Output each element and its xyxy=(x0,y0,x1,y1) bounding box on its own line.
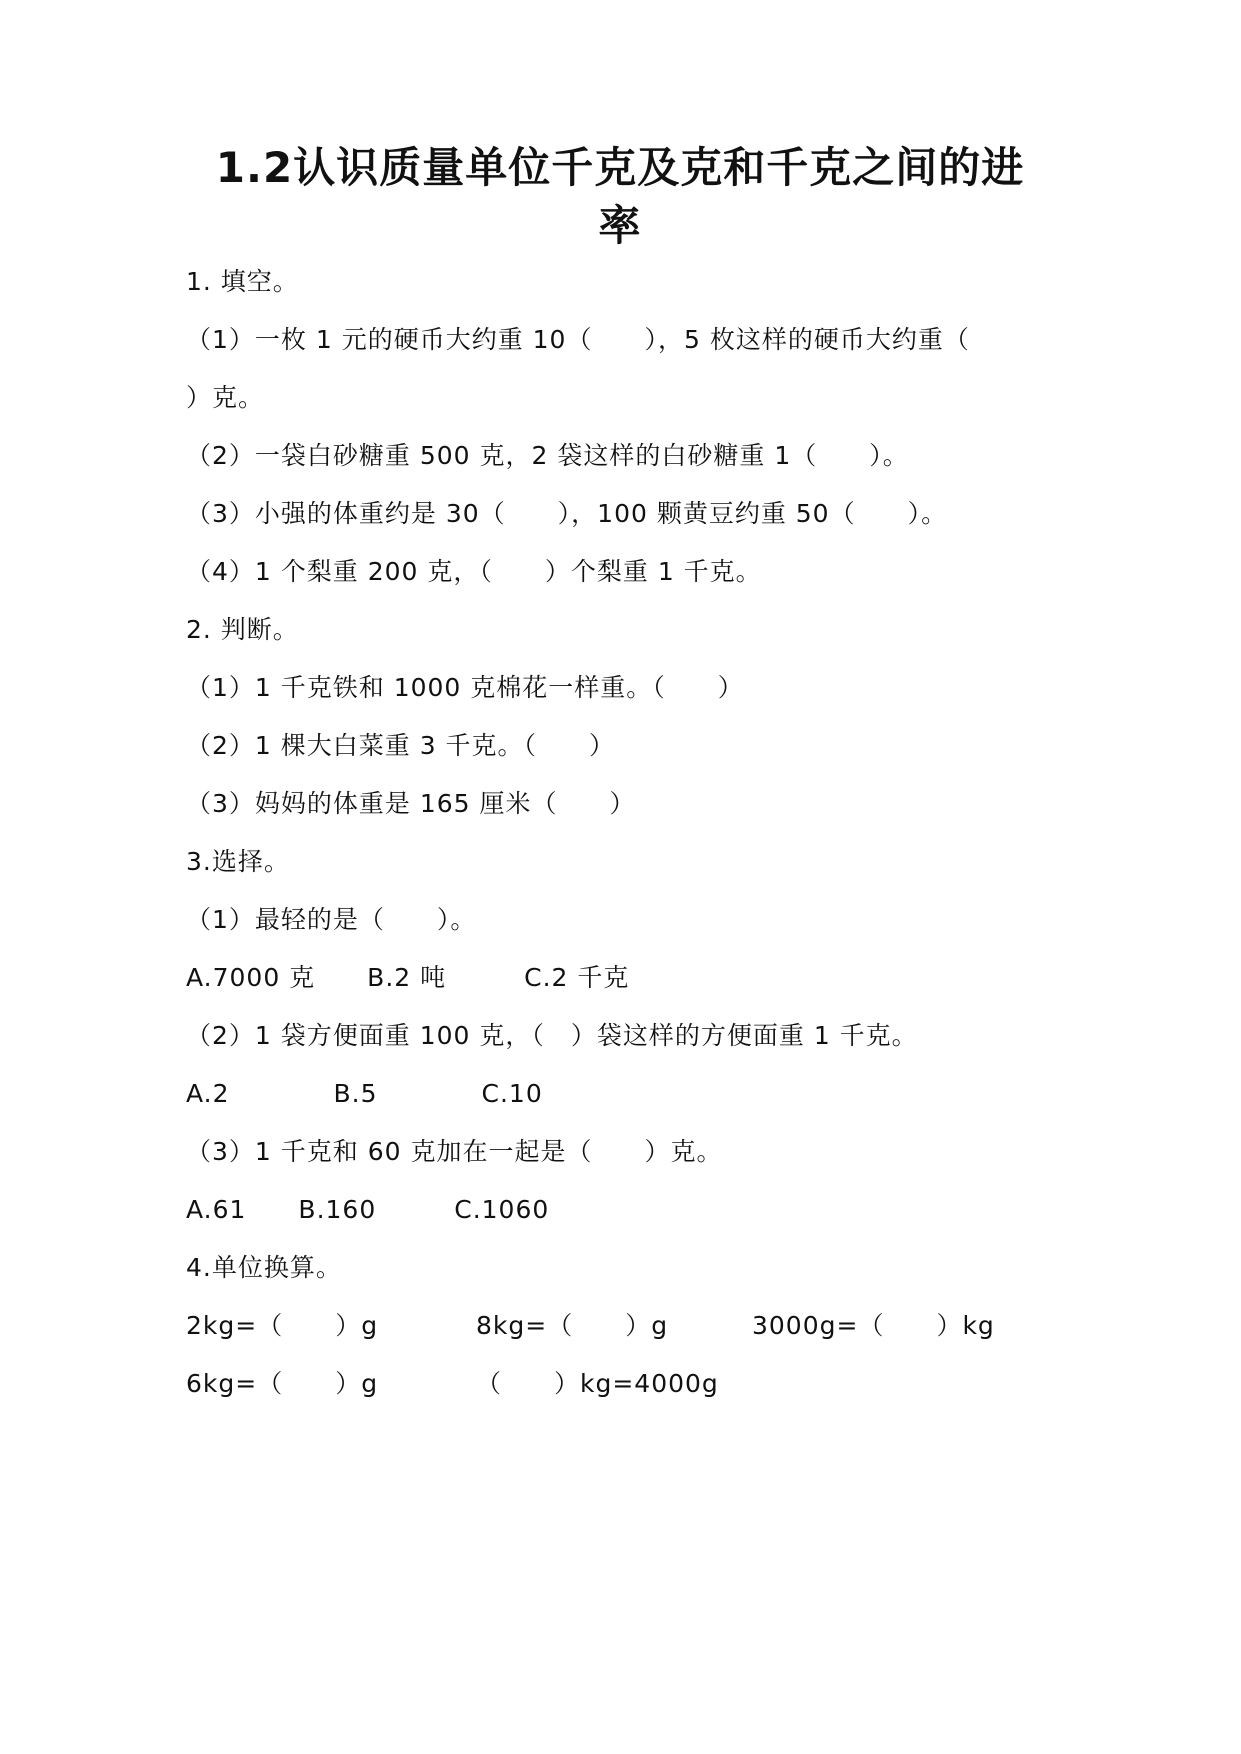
fill-question-2: （2）一袋白砂糖重 500 克，2 袋这样的白砂糖重 1（ ）。 xyxy=(186,441,909,470)
fill-question-4: （4）1 个梨重 200 克，（ ）个梨重 1 千克。 xyxy=(186,557,762,586)
conversion-item-5: （ ）kg=4000g xyxy=(476,1369,719,1398)
section-4-heading: 4.单位换算。 xyxy=(186,1253,342,1282)
choice-question-2: （2）1 袋方便面重 100 克，（ ）袋这样的方便面重 1 千克。 xyxy=(186,1021,918,1050)
choice-question-2-options: A.2 B.5 C.10 xyxy=(186,1079,543,1108)
choice-question-3-options: A.61 B.160 C.1060 xyxy=(186,1195,550,1224)
conversion-item-3: 3000g=（ ）kg xyxy=(752,1311,995,1340)
fill-question-1-line-1: （1）一枚 1 元的硬币大约重 10（ ），5 枚这样的硬币大约重（ xyxy=(186,325,970,354)
page-title-line-1: 1.2认识质量单位千克及克和千克之间的进 xyxy=(215,143,1025,192)
judge-question-3: （3）妈妈的体重是 165 厘米（ ） xyxy=(186,789,636,818)
section-1-heading: 1. 填空。 xyxy=(186,267,299,296)
judge-question-2: （2）1 棵大白菜重 3 千克。（ ） xyxy=(186,731,616,760)
conversion-item-1: 2kg=（ ）g xyxy=(186,1311,379,1340)
choice-question-1: （1）最轻的是（ ）。 xyxy=(186,905,477,934)
choice-question-1-options: A.7000 克 B.2 吨 C.2 千克 xyxy=(186,963,630,992)
section-2-heading: 2. 判断。 xyxy=(186,615,299,644)
fill-question-3: （3）小强的体重约是 30（ ），100 颗黄豆约重 50（ ）。 xyxy=(186,499,948,528)
judge-question-1: （1）1 千克铁和 1000 克棉花一样重。（ ） xyxy=(186,673,744,702)
page-title-line-2: 率 xyxy=(598,201,642,250)
section-3-heading: 3.选择。 xyxy=(186,847,290,876)
conversion-item-4: 6kg=（ ）g xyxy=(186,1369,379,1398)
fill-question-1-line-2: ）克。 xyxy=(186,383,265,412)
conversion-item-2: 8kg=（ ）g xyxy=(476,1311,669,1340)
choice-question-3: （3）1 千克和 60 克加在一起是（ ）克。 xyxy=(186,1137,723,1166)
